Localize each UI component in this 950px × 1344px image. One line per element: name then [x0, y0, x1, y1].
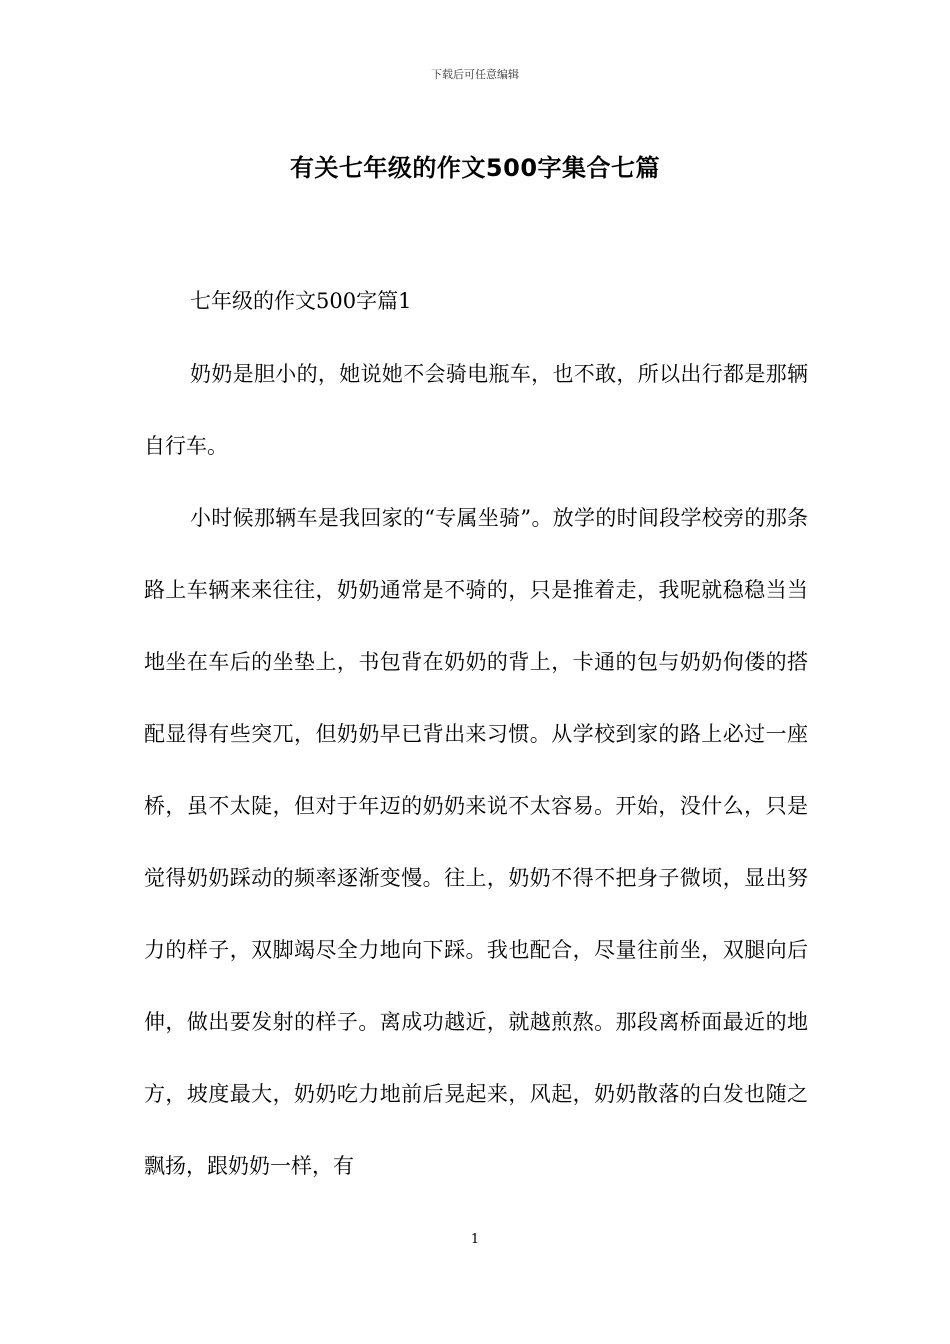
page-number: 1 [470, 1232, 480, 1247]
section-heading: 七年级的作文500字篇1 [190, 289, 412, 313]
document-title: 有关七年级的作文500字集合七篇 [289, 154, 661, 182]
paragraph-1: 奶奶是胆小的，她说她不会骑电瓶车，也不敢，所以出行都是那辆自行车。 [144, 362, 808, 458]
header-note: 下载后可任意编辑 [431, 68, 519, 81]
paragraph-2: 小时候那辆车是我回家的“专属坐骑”。放学的时间段学校旁的那条路上车辆来来往往，奶奶通常是不骑的，只是推着走，我呢就稳稳当当地坐在车后的坐垫上，书包背在奶奶的背上，卡通的包与奶奶佝偻的搭配显得有些突兀，但奶奶早已背出来习惯。从学校到家的路上必过一座桥，虽不太陡，但对于年迈的奶奶来说不太容易。开始，没什么，只是觉得奶奶踩动的频率逐渐变慢。往上，奶奶不得不把身子微顷，显出努力的样子，双脚竭尽全力地向下踩。我也配合，尽量往前坐，双腿向后伸，做出要发射的样子。离成功越近，就越煎熬。那段离桥面最近的地方，坡度最大，奶奶吃力地前后晃起来，风起，奶奶散落的白发也随之飘扬，跟奶奶一样，有 [144, 506, 808, 1178]
document-body [144, 274, 808, 1202]
